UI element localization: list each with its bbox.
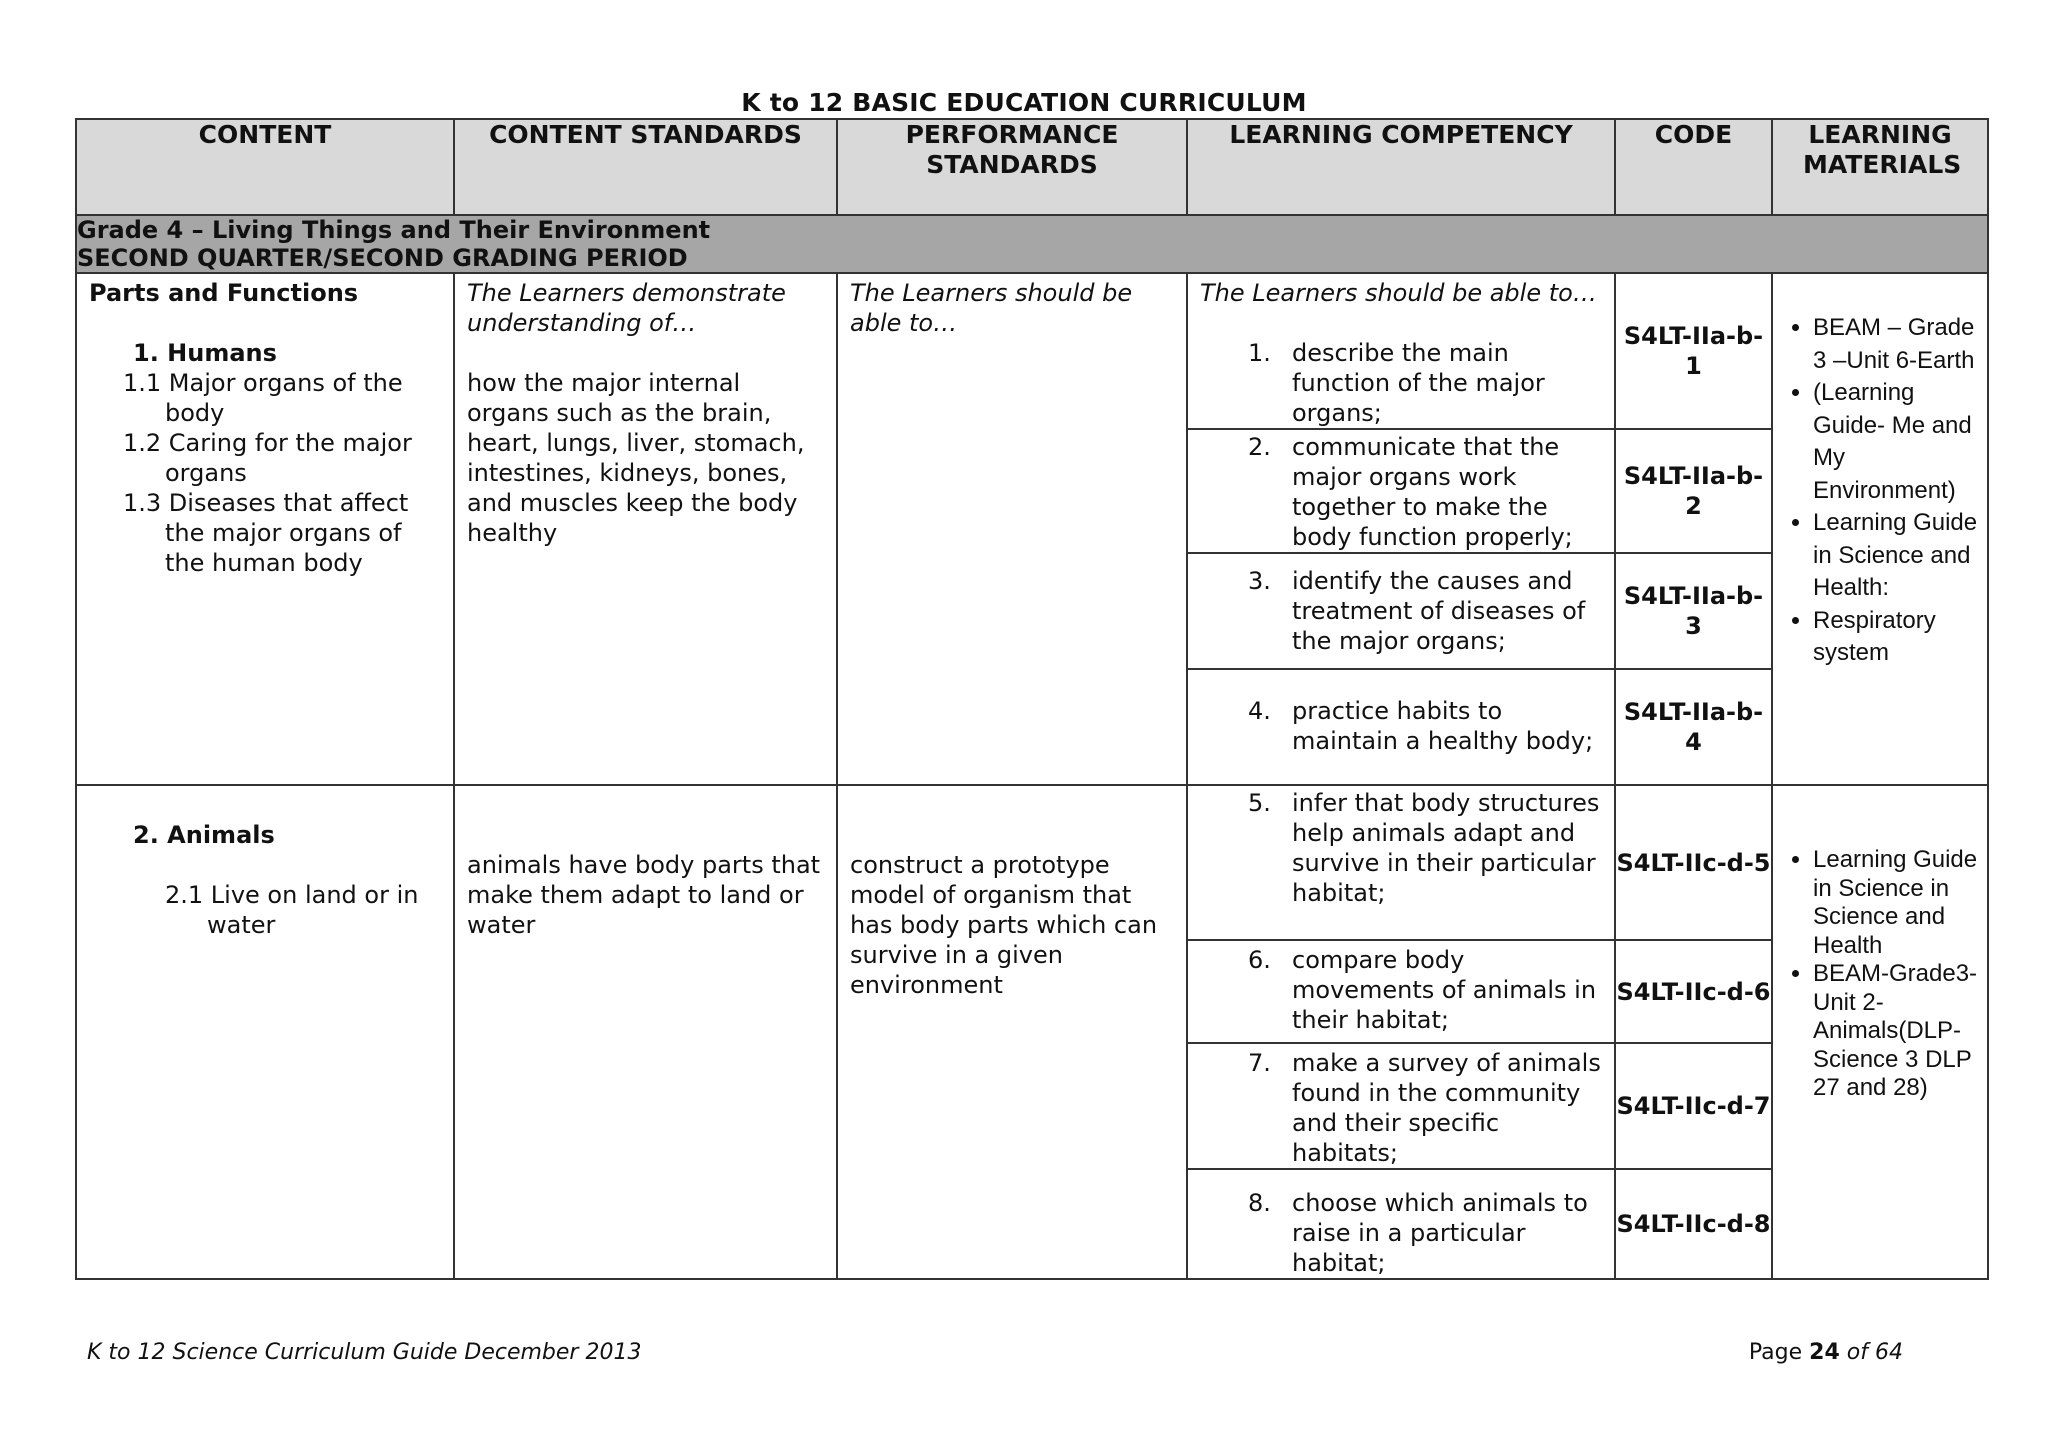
- topic-animals: 2. Animals: [133, 821, 275, 849]
- subtopic-item: 1.2 Caring for the major organs: [123, 429, 412, 487]
- materials-cell: [1772, 785, 1988, 1279]
- grade-band-row: [76, 215, 1988, 273]
- subtopic-item: 1.3 Diseases that affect the major organs of the human body: [123, 489, 409, 577]
- table-row: [76, 273, 1988, 429]
- competency-cell: [1187, 273, 1615, 429]
- content-heading: Parts and Functions: [89, 279, 359, 307]
- content-standards-text: animals have body parts that make them adapt to land or water: [467, 851, 821, 939]
- competency-cell: [1187, 429, 1615, 553]
- competency-cell: [1187, 1169, 1615, 1279]
- competency-item: 2. communicate that the major organs work together to make the body function properly;: [1248, 433, 1573, 551]
- code-cell: S4LT-IIc-d-6: [1615, 940, 1772, 1043]
- competency-item: 5. infer that body structures help animals adapt and survive in their particular habitat;: [1248, 789, 1600, 907]
- quarter-title: SECOND QUARTER/SECOND GRADING PERIOD: [77, 244, 688, 272]
- header-learning-competency: LEARNING COMPETENCY: [1187, 119, 1615, 215]
- competency-item: 6. compare body movements of animals in their habitat;: [1248, 946, 1597, 1034]
- page-label: Page: [1748, 1340, 1803, 1365]
- performance-standards-intro: The Learners should be able to…: [850, 279, 1133, 337]
- header-performance-standards: PERFORMANCE STANDARDS: [837, 119, 1187, 215]
- code-cell: S4LT-IIc-d-8: [1615, 1169, 1772, 1279]
- content-standards-cell: [454, 785, 837, 1279]
- competency-cell: [1187, 553, 1615, 669]
- code-cell: S4LT-IIc-d-5: [1615, 785, 1772, 940]
- material-item: • BEAM – Grade 3 –Unit 6-Earth: [1813, 312, 1987, 377]
- material-item: • Learning Guide in Science in Science and Health: [1813, 846, 1987, 960]
- content-cell: [76, 785, 454, 1279]
- content-standards-text: how the major internal organs such as the brain, heart, lungs, liver, stomach, intestines, kidneys, bones, and muscles keep the body healthy: [467, 369, 805, 547]
- curriculum-table: [75, 118, 1989, 1280]
- footer-guide-title: K to 12 Science Curriculum Guide December 2013: [87, 1340, 642, 1365]
- performance-standards-cell: [837, 785, 1187, 1279]
- page-number: [1749, 1340, 1903, 1365]
- subtopic-item: 1.1 Major organs of the body: [123, 369, 403, 427]
- code-cell: S4LT-IIc-d-7: [1615, 1043, 1772, 1169]
- code-cell: S4LT-IIa-b-1: [1615, 273, 1772, 429]
- competency-cell: [1187, 1043, 1615, 1169]
- header-code: CODE: [1615, 119, 1772, 215]
- header-content: CONTENT: [76, 119, 454, 215]
- table-row: [76, 785, 1988, 940]
- materials-cell: [1772, 273, 1988, 785]
- material-item: • Respiratory system: [1813, 605, 1987, 670]
- competency-item: 3. identify the causes and treatment of diseases of the major organs;: [1248, 567, 1586, 655]
- code-cell: S4LT-IIa-b-3: [1615, 553, 1772, 669]
- content-cell: [76, 273, 454, 785]
- performance-standards-cell: [837, 273, 1187, 785]
- content-standards-intro: The Learners demonstrate understanding of…: [467, 279, 786, 337]
- header-row: [76, 119, 1988, 215]
- competency-cell: [1187, 669, 1615, 785]
- competency-intro: The Learners should be able to…: [1200, 279, 1597, 307]
- competency-item: 7. make a survey of animals found in the community and their specific habitats;: [1248, 1049, 1601, 1167]
- competency-cell: [1187, 940, 1615, 1043]
- subtopic-item: 2.1 Live on land or in water: [165, 881, 419, 939]
- page-total: of 64: [1846, 1340, 1903, 1365]
- grade-title: Grade 4 – Living Things and Their Environment: [77, 216, 711, 244]
- grade-band: [76, 215, 1988, 273]
- document-title: K to 12 BASIC EDUCATION CURRICULUM: [741, 88, 1307, 117]
- competency-item: 8. choose which animals to raise in a particular habitat;: [1248, 1189, 1588, 1277]
- material-item: • BEAM-Grade3-Unit 2-Animals(DLP-Science 3 DLP 27 and 28): [1813, 960, 1987, 1103]
- material-item: • (Learning Guide- Me and My Environment): [1813, 377, 1987, 507]
- page-current: 24: [1809, 1340, 1840, 1365]
- material-item: • Learning Guide in Science and Health:: [1813, 507, 1987, 605]
- topic-humans: 1. Humans: [133, 339, 277, 367]
- code-cell: S4LT-IIa-b-2: [1615, 429, 1772, 553]
- competency-item: 1. describe the main function of the major organs;: [1248, 339, 1545, 427]
- content-standards-cell: [454, 273, 837, 785]
- code-cell: S4LT-IIa-b-4: [1615, 669, 1772, 785]
- competency-cell: [1187, 785, 1615, 940]
- header-learning-materials: LEARNING MATERIALS: [1772, 119, 1988, 215]
- competency-item: 4. practice habits to maintain a healthy body;: [1248, 697, 1594, 755]
- header-content-standards: CONTENT STANDARDS: [454, 119, 837, 215]
- performance-standards-text: construct a prototype model of organism that has body parts which can survive in a given environment: [850, 851, 1158, 999]
